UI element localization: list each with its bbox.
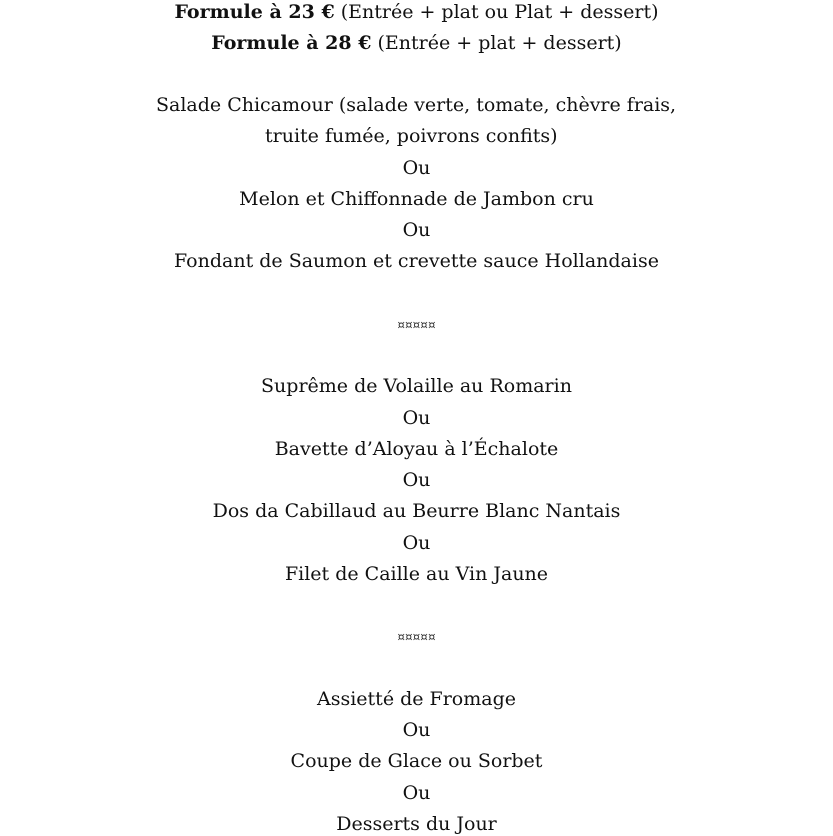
dessert-or-1: Ou xyxy=(402,719,431,741)
dessert-or-2: Ou xyxy=(402,782,431,804)
plat-item-1: Suprême de Volaille au Romarin xyxy=(261,375,572,397)
dessert-item-3: Desserts du Jour xyxy=(336,813,497,835)
plat-or-3: Ou xyxy=(402,532,431,554)
plat-item-2: Bavette d’Aloyau à l’Échalote xyxy=(274,438,559,460)
entree-item-3: Fondant de Saumon et crevette sauce Hollandaise xyxy=(174,250,659,272)
separator-1: ¤¤¤¤¤ xyxy=(397,318,436,332)
plat-item-3: Dos da Cabillaud au Beurre Blanc Nantais xyxy=(212,500,621,522)
formula-23-detail: (Entrée + plat ou Plat + dessert) xyxy=(334,1,659,23)
entree-item-1-line-1: Salade Chicamour (salade verte, tomate, chèvre frais, xyxy=(156,94,677,116)
separator-2: ¤¤¤¤¤ xyxy=(397,630,436,644)
formula-28-name: Formule à 28 € xyxy=(211,32,372,54)
dessert-item-1: Assietté de Fromage xyxy=(317,688,516,710)
formula-28-detail: (Entrée + plat + dessert) xyxy=(371,32,622,54)
entree-or-1: Ou xyxy=(402,157,431,179)
formula-28 xyxy=(0,31,833,55)
formula-23-name: Formule à 23 € xyxy=(174,1,335,23)
plat-or-2: Ou xyxy=(402,469,431,491)
entree-or-2: Ou xyxy=(402,219,431,241)
plat-or-1: Ou xyxy=(402,407,431,429)
plat-item-4: Filet de Caille au Vin Jaune xyxy=(284,563,549,585)
entree-item-1-line-2: truite fumée, poivrons confits) xyxy=(265,125,558,147)
dessert-item-2: Coupe de Glace ou Sorbet xyxy=(290,750,543,772)
entree-item-2: Melon et Chiffonnade de Jambon cru xyxy=(239,188,594,210)
formula-23 xyxy=(0,0,833,24)
